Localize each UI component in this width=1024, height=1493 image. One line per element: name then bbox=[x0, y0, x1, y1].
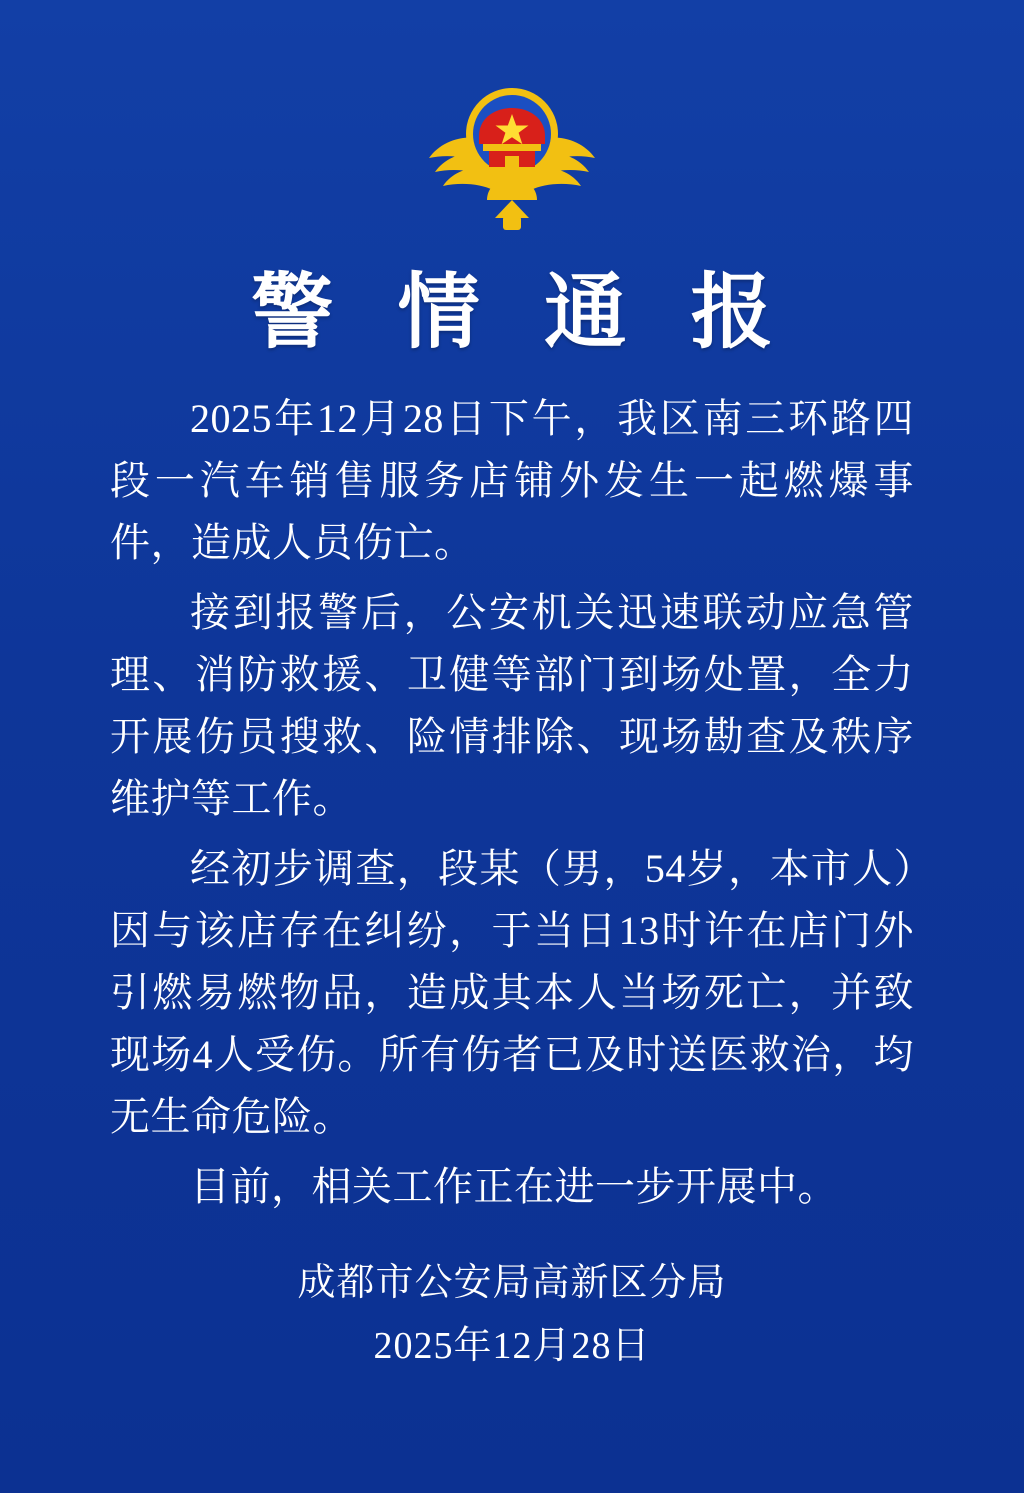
notice-body bbox=[80, 388, 944, 1218]
page-title: 警 情 通 报 bbox=[251, 267, 795, 358]
signature-block bbox=[0, 1255, 1024, 1375]
emblem-container bbox=[80, 0, 944, 243]
notice-paragraph: 目前，相关工作正在进一步开展中。 bbox=[190, 1163, 838, 1209]
notice-paragraph: 接到报警后，公安机关迅速联动应急管理、消防救援、卫健等部门到场处置，全力开展伤员搜救、险情排除、现场勘查及秩序维护等工作。 bbox=[110, 589, 914, 821]
china-police-badge-icon bbox=[417, 78, 607, 243]
issuing-organization: 成都市公安局高新区分局 bbox=[297, 1262, 727, 1304]
notice-paragraph: 2025年12月28日下午，我区南三环路四段一汽车销售服务店铺外发生一起燃爆事件，造成人员伤亡。 bbox=[110, 395, 914, 565]
notice-paragraph: 经初步调查，段某（男，54岁，本市人）因与该店存在纠纷，于当日13时许在店门外引燃易燃物品，造成其本人当场死亡，并致现场4人受伤。所有伤者已及时送医救治，均无生命危险。 bbox=[110, 845, 914, 1139]
issue-date: 2025年12月28日 bbox=[373, 1325, 651, 1367]
